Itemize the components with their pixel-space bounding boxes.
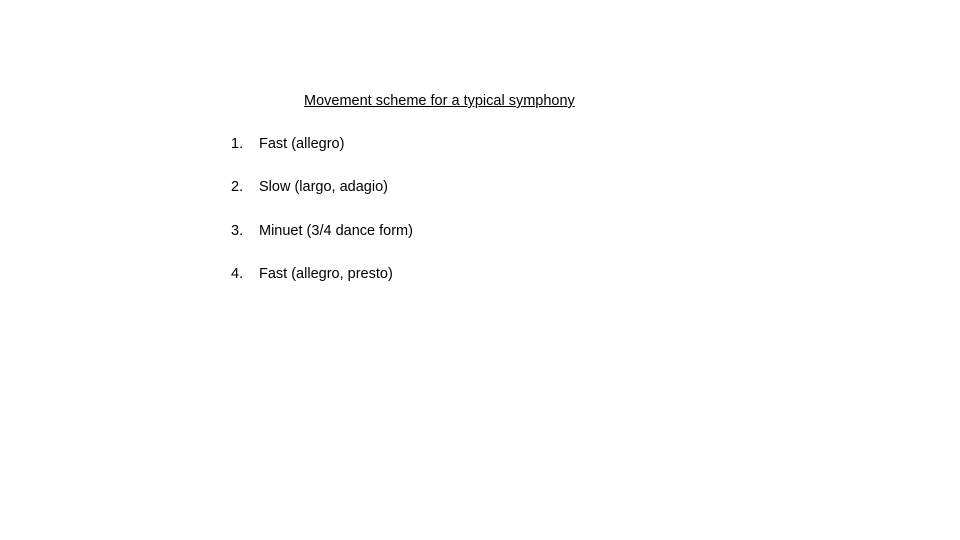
- list-item-text: Minuet (3/4 dance form): [259, 222, 413, 239]
- movement-list: [231, 135, 413, 308]
- list-item-number: 1.: [231, 136, 244, 152]
- list-item-text: Fast (allegro, presto): [259, 265, 393, 282]
- list-item: [231, 178, 413, 196]
- list-item-number: 2.: [231, 179, 244, 196]
- list-item: [231, 135, 413, 153]
- list-item-number: 4.: [231, 265, 244, 282]
- list-item-text: Fast (allegro): [259, 136, 345, 152]
- list-item: [231, 222, 413, 240]
- list-item-text: Slow (largo, adagio): [259, 179, 388, 196]
- list-item: [231, 265, 413, 283]
- page-title: Movement scheme for a typical symphony: [304, 93, 575, 109]
- list-item-number: 3.: [231, 222, 244, 239]
